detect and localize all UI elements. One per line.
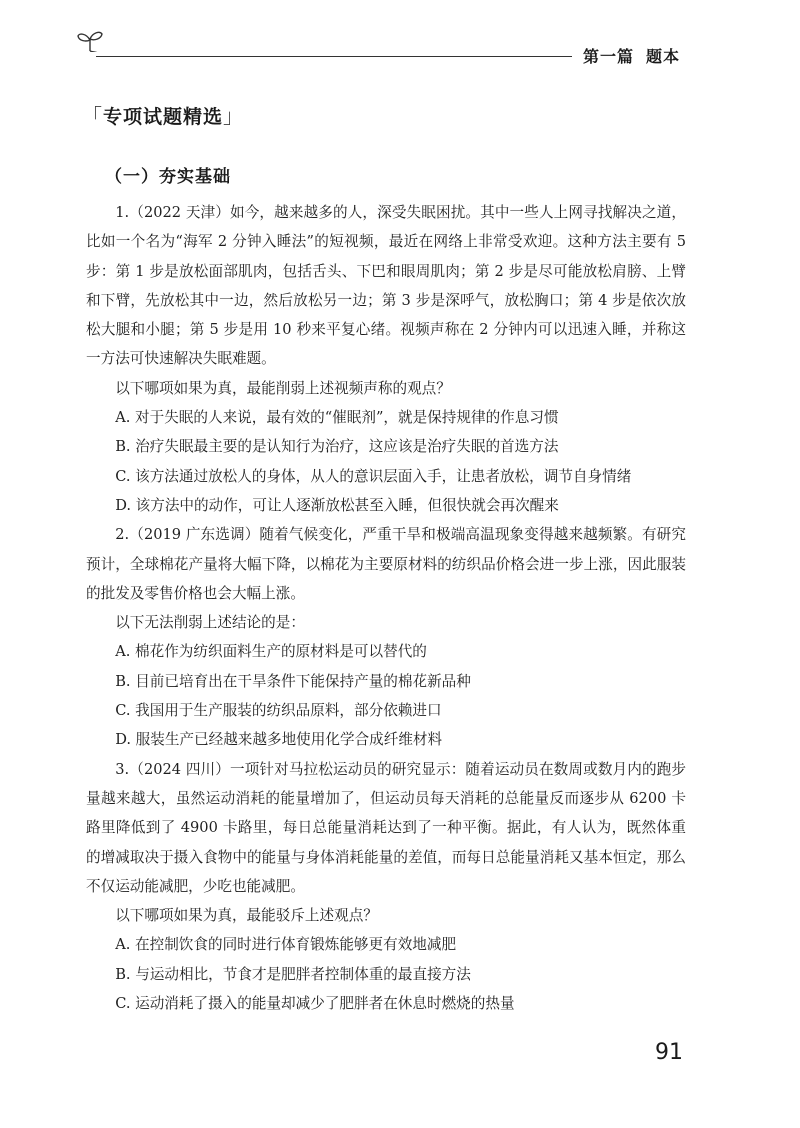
answer-option: B. 与运动相比，节食才是肥胖者控制体重的最直接方法 [115,965,471,983]
question-stem: 2.（2019 广东选调）随着气候变化，严重干旱和极端高温现象变得越来越频繁。有研究预计，全球棉花产量将大幅下降，以棉花为主要原材料的纺织品价格会进一步上涨，因此服装的批发及零售价格也会大幅上涨。 [86,526,686,602]
answer-option: C. 该方法通过放松人的身体，从人的意识层面入手，让患者放松，调节自身情绪 [115,467,632,485]
answer-option: A. 棉花作为纺织面料生产的原材料是可以替代的 [115,643,427,661]
page-number: 91 [655,1040,683,1065]
answer-option: C. 运动消耗了摄入的能量却减少了肥胖者在休息时燃烧的热量 [115,995,515,1013]
section-bracket-close: 」 [223,104,245,128]
question-2 [86,520,686,754]
sprout-icon [76,30,104,52]
question-prompt: 以下哪项如果为真，最能驳斥上述观点？ [115,907,378,925]
answer-option: D. 该方法中的动作，可让人逐渐放松甚至入睡，但很快就会再次醒来 [115,496,559,514]
section-title-text: 专项试题精选 [103,106,224,128]
question-prompt: 以下无法削弱上述结论的是： [115,614,305,632]
question-prompt: 以下哪项如果为真，最能削弱上述视频声称的观点？ [115,379,451,397]
subsection-title: （一）夯实基础 [105,167,231,187]
question-3 [86,755,686,1019]
header-rule [96,56,572,57]
question-stem: 1.（2022 天津）如今，越来越多的人，深受失眠困扰。其中一些人上网寻找解决之道，比如一个名为“海军 2 分钟入睡法”的短视频，最近在网络上非常受欢迎。这种方法主要有 5 步：第 1 步是放松面部肌肉，包括舌头、下巴和眼周肌肉；第 2 步是尽可能放松肩膀、上臂和下臂，先放松其中一边，然后放松另一边；第 3 步是深呼气，放松胸口；第 4 步是依次放松大腿和小腿；第 5 步是用 10 秒来平复心绪。视频声称在 2 分钟内可以迅速入睡，并称这一方法可快速解决失眠难题。 [86,204,686,368]
header-title: 题本 [646,47,681,66]
question-list [86,198,686,1018]
answer-option: B. 治疗失眠最主要的是认知行为治疗，这应该是治疗失眠的首选方法 [115,438,559,456]
answer-option: B. 目前已培育出在干旱条件下能保持产量的棉花新品种 [115,672,471,690]
question-stem: 3.（2024 四川）一项针对马拉松运动员的研究显示：随着运动员在数周或数月内的跑步量越来越大，虽然运动消耗的能量增加了，但运动员每天消耗的总能量反而逐步从 6200 卡路里降低到了 4900 卡路里，每日总能量消耗达到了一种平衡。据此，有人认为，既然体重的增减取决于摄入食物中的能量与身体消耗能量的差值，而每日总能量消耗又基本恒定，那么不仅运动能减肥，少吃也能减肥。 [86,760,686,895]
question-1 [86,198,686,520]
section-bracket-open: 「 [82,104,103,128]
header-part: 第一篇 [583,47,635,66]
answer-option: D. 服装生产已经越来越多地使用化学合成纤维材料 [115,731,443,749]
answer-option: A. 对于失眠的人来说，最有效的“催眠剂”，就是保持规律的作息习惯 [115,409,559,427]
section-title [82,100,244,129]
running-header [583,44,680,67]
answer-option: C. 我国用于生产服装的纺织品原料，部分依赖进口 [115,702,442,720]
answer-option: A. 在控制饮食的同时进行体育锻炼能够更有效地减肥 [115,936,457,954]
